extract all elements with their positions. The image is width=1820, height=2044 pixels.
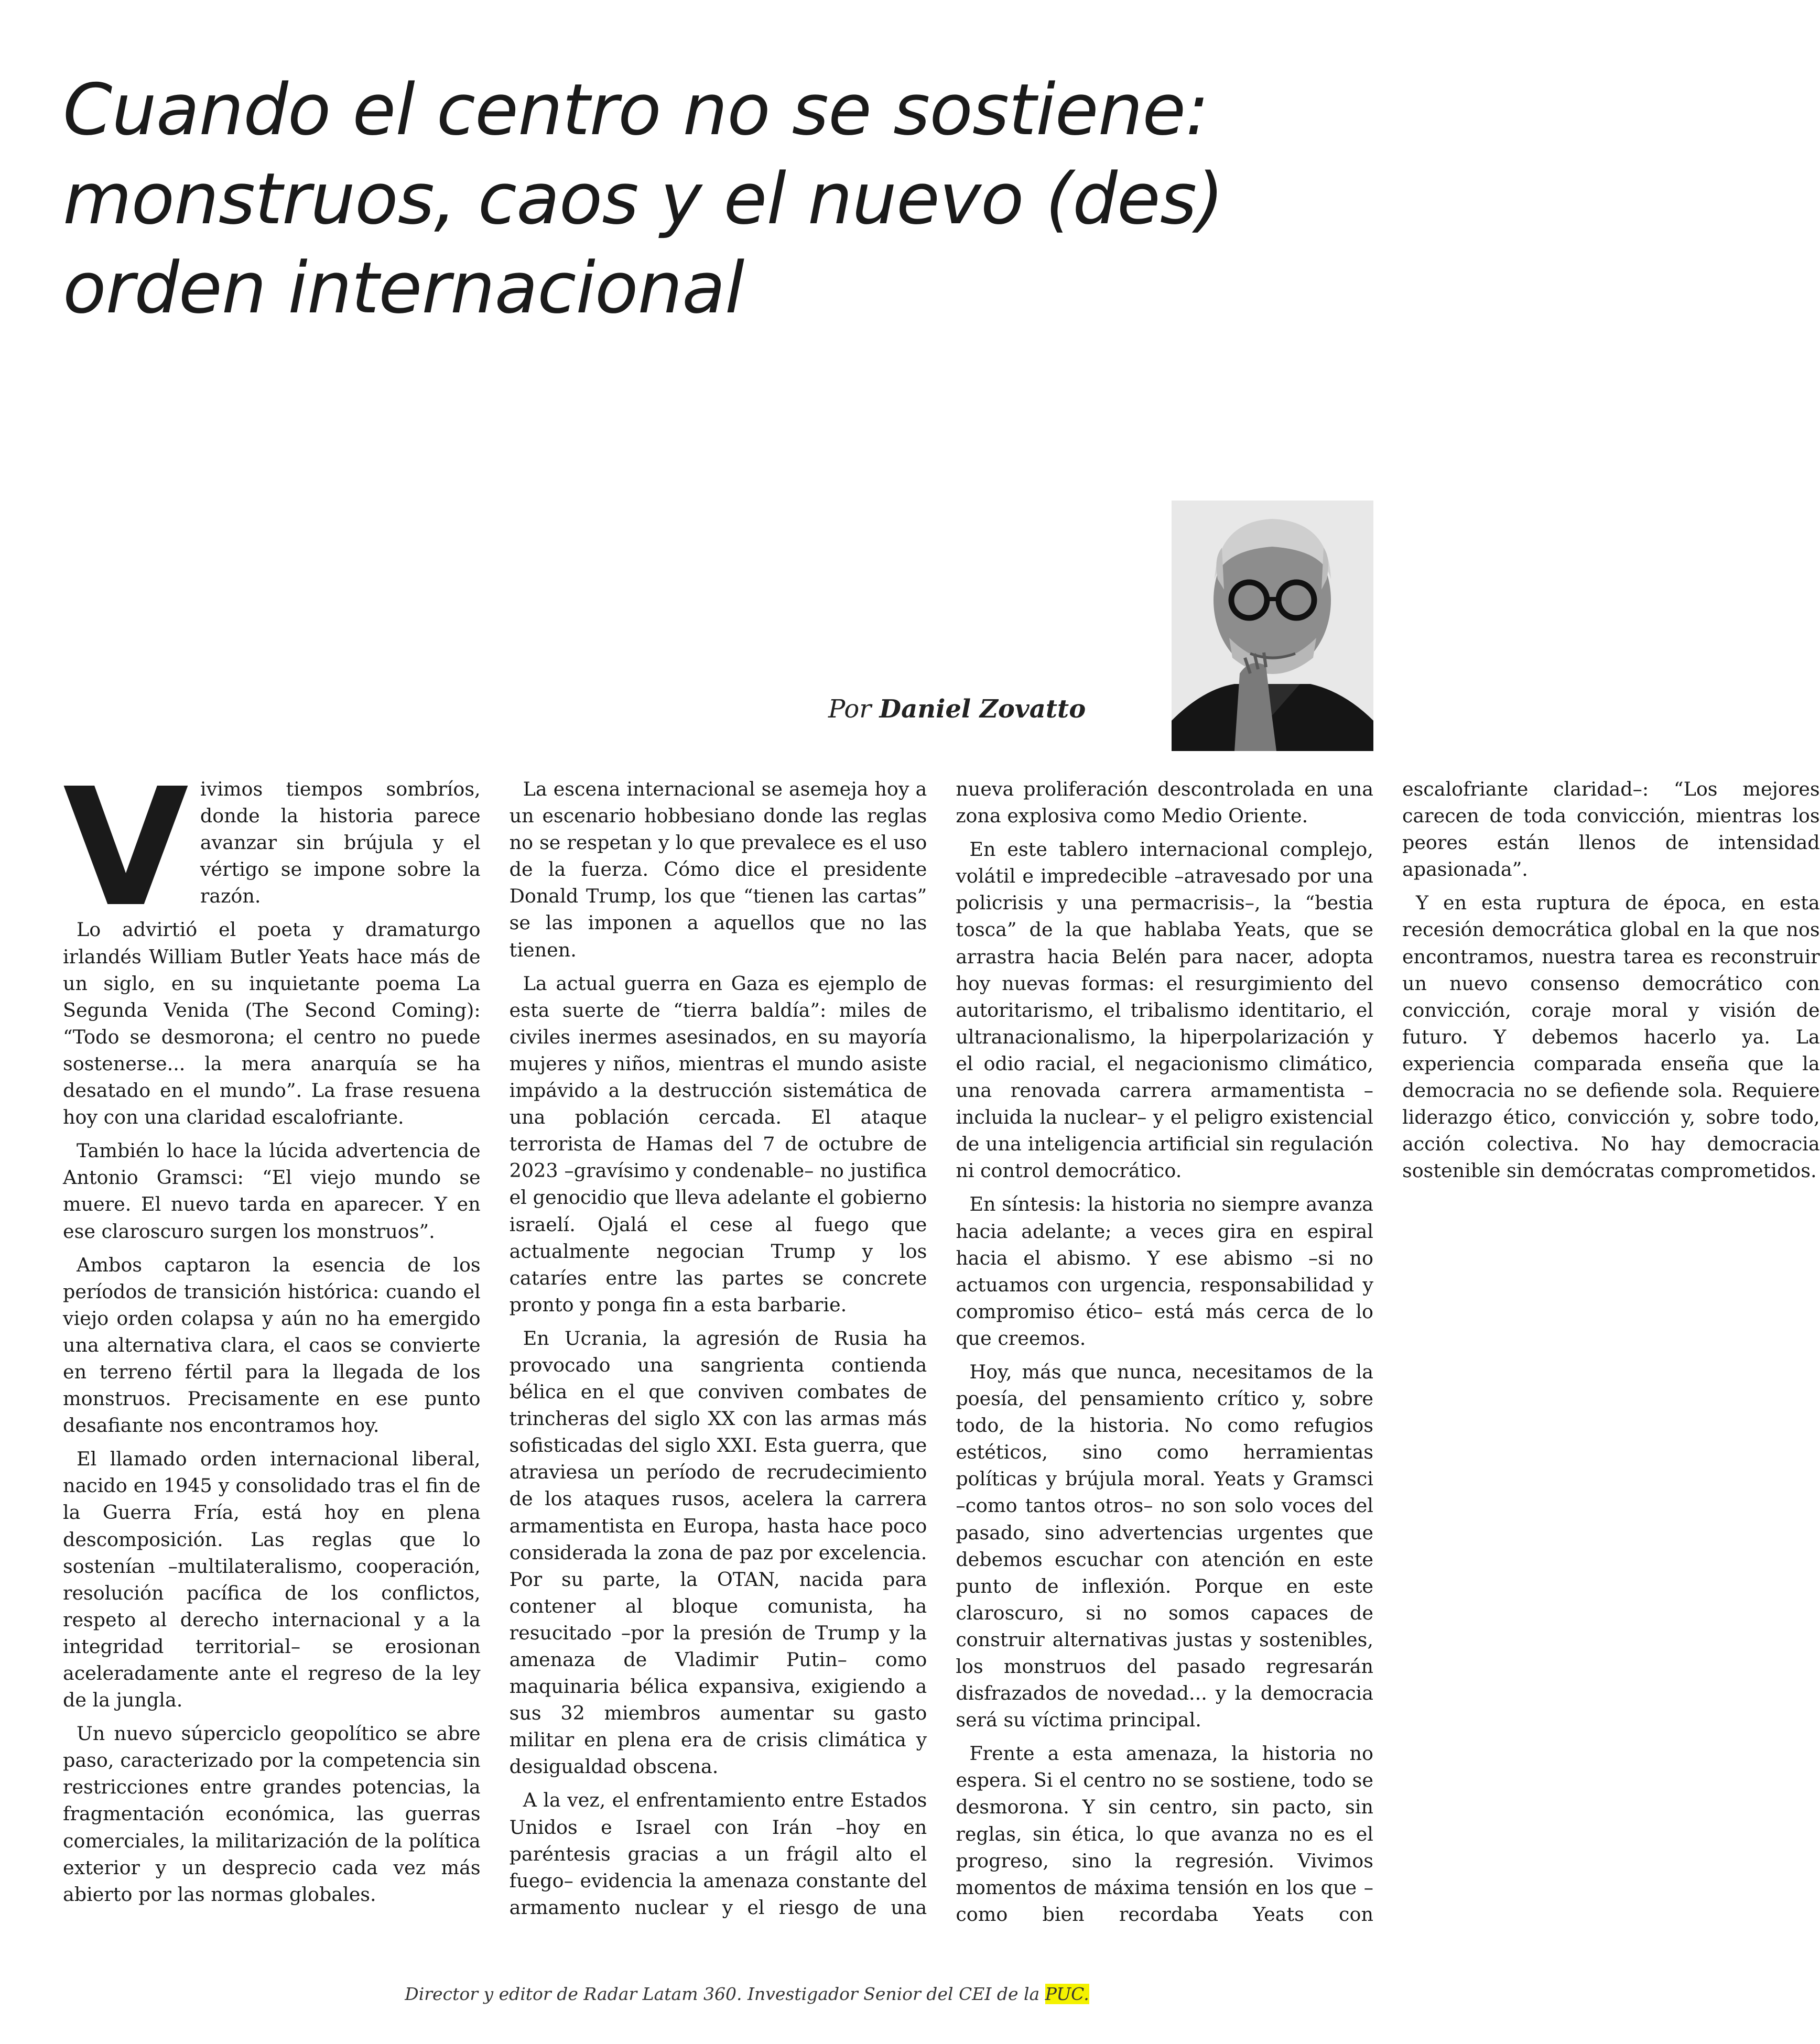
article-headline xyxy=(63,66,1426,333)
highlighted-institution: PUC. xyxy=(1045,1984,1089,2004)
paragraph: Un nuevo súperciclo geopolítico se abre paso, caracterizado por la competencia sin restricciones entre grandes potencias, la fragmentación económica, las guerras comerciales, la militarización de la política exterior y un desprecio cada vez más abierto por las normas globales. xyxy=(63,1722,481,1906)
author-name: Daniel Zovatto xyxy=(879,694,1086,724)
paragraph: Lo advirtió el poeta y dramaturgo irlandés William Butler Yeats hace más de un siglo, en su inquietante poema La Segunda Venida (The Second Coming): “Todo se desmorona; el centro no puede sostenerse... la mera anarquía se ha desatado en el mundo”. La frase resuena hoy con una claridad escalofriante. xyxy=(63,918,481,1129)
article-body xyxy=(63,754,1820,1944)
headline-line: orden internacional xyxy=(63,247,744,329)
paragraph: Hoy, más que nunca, necesitamos de la poesía, del pensamiento crítico y, sobre todo, de la historia. No como refugios estéticos, sino como herramientas políticas y brújula moral. Yeats y Gramsci –como tantos otros– no son solo voces del pasado, sino advertencias urgentes que debemos escuchar con atención en este punto de inflexión. Porque en este claroscuro, si no somos capaces de construir alternativas justas y sostenibles, los monstruos del pasado regresarán disfrazados de novedad... y la democracia será su víctima principal. xyxy=(956,1360,1373,1732)
paragraph: Ambos captaron la esencia de los períodos de transición histórica: cuando el viejo orden colapsa y aún no ha emergido una alternativa clara, el caos se convierte en terreno fértil para la llegada de los monstruos. Precisamente en ese punto desafiante nos encontramos hoy. xyxy=(63,1253,481,1437)
paragraph xyxy=(63,754,481,943)
headline-line: monstruos, caos y el nuevo (des) xyxy=(63,158,1223,240)
credit-text: Director y editor de Radar Latam 360. Investigador Senior del CEI de la xyxy=(405,1984,1045,2004)
paragraph: A la vez, el enfrentamiento entre Estados Unidos e Israel con Irán –hoy en paréntesis gracias a un frágil alto el fuego– evidencia la amenaza constante del armamento nuclear y el riesgo de una nueva proliferación descontrolada en una zona explosiva como Medio Oriente. xyxy=(509,778,1373,1919)
paragraph: Frente a esta amenaza, la historia no espera. Si el centro no se sostiene, todo se desmorona. Y sin centro, sin pacto, sin reglas, sin ética, lo que avanza no es el progreso, sino la regresión. Vivimos momentos de máxima tensión en los que –como bien recordaba Yeats con escalofriante claridad–: “Los mejores carecen de toda convicción, mientras los peores están llenos de intensidad apasionada”. xyxy=(956,778,1820,1926)
paragraph: En este tablero internacional complejo, volátil e impredecible –atravesado por una policrisis y una permacrisis–, la “bestia tosca” de la que hablaba Yeats, que se arrastra hacia Belén para nacer, adopta hoy nuevas formas: el resurgimiento del autoritarismo, el tribalismo identitario, el ultranacionalismo, la hiperpolarización y el odio racial, el negacionismo climático, una renovada carrera armamentista –incluida la nuclear– y el peligro existencial de una inteligencia artificial sin regulación ni control democrático. xyxy=(956,838,1373,1182)
paragraph: Y en esta ruptura de época, en esta recesión democrática global en la que nos encontramos, nuestra tarea es reconstruir un nuevo consenso democrático con convicción, coraje moral y visión de futuro. Y debemos hacerlo ya. La experiencia comparada enseña que la democracia no se defiende sola. Requiere liderazgo ético, convicción y, sobre todo, acción colectiva. No hay democracia sostenible sin demócratas comprometidos. xyxy=(1402,891,1820,1182)
paragraph: El llamado orden internacional liberal, nacido en 1945 y consolidado tras el fin de la Guerra Fría, está hoy en plena descomposición. Las reglas que lo sostenían –multilateralismo, cooperación, resolución pacífica de los conflictos, respeto al derecho internacional y a la integridad territorial– se erosionan aceleradamente ante el regreso de la ley de la jungla. xyxy=(63,1448,481,1712)
drop-cap: V xyxy=(63,754,189,943)
headline-line: Cuando el centro no se sostiene: xyxy=(63,69,1209,151)
paragraph: También lo hace la lúcida advertencia de Antonio Gramsci: “El viejo mundo se muere. El nuevo tarda en aparecer. Y en ese claroscuro surgen los monstruos”. xyxy=(63,1139,481,1243)
byline xyxy=(828,694,1086,724)
paragraph: La actual guerra en Gaza es ejemplo de esta suerte de “tierra baldía”: miles de civiles inermes asesinados, en su mayoría mujeres y niños, mientras el mundo asiste impávido a la destrucción sistemática de una población cercada. El ataque terrorista de Hamas del 7 de octubre de 2023 –gravísimo y condenable– no justifica el genocidio que lleva adelante el gobierno israelí. Ojalá el cese al fuego que actualmente negocian Trump y los cataríes entre las partes se concrete pronto y ponga fin a esta barbarie. xyxy=(509,972,927,1316)
paragraph: En síntesis: la historia no siempre avanza hacia adelante; a veces gira en espiral hacia el abismo. Y ese abismo –si no actuamos con urgencia, responsabilidad y compromiso ético– está más cerca de lo que creemos. xyxy=(956,1193,1373,1350)
paragraph: La escena internacional se asemeja hoy a un escenario hobbesiano donde las reglas no se respetan y lo que prevalece es el uso de la fuerza. Cómo dice el presidente Donald Trump, los que “tienen las cartas” se las imponen a aquellos que no las tienen. xyxy=(509,778,927,961)
paragraph-text: ivimos tiempos sombríos, donde la historia parece avanzar sin brújula y el vértigo se impone sobre la razón. xyxy=(200,778,481,908)
byline-prefix: Por xyxy=(828,694,872,724)
author-credit-note xyxy=(0,1984,1494,2004)
paragraph: En Ucrania, la agresión de Rusia ha provocado una sangrienta contienda bélica en el que conviven combates de trincheras del siglo XX con las armas más sofisticadas del siglo XXI. Esta guerra, que atraviesa un período de recrudecimiento de los ataques rusos, acelera la carrera armamentista en Europa, hasta hace poco considerada la zona de paz por excelencia. Por su parte, la OTAN, nacida para contener al bloque comunista, ha resucitado –por la presión de Trump y la amenaza de Vladimir Putin– como maquinaria bélica expansiva, exigiendo a sus 32 miembros aumentar su gasto militar en plena era de crisis climática y desigualdad obscena. xyxy=(509,1327,927,1778)
author-photo xyxy=(1172,501,1373,751)
